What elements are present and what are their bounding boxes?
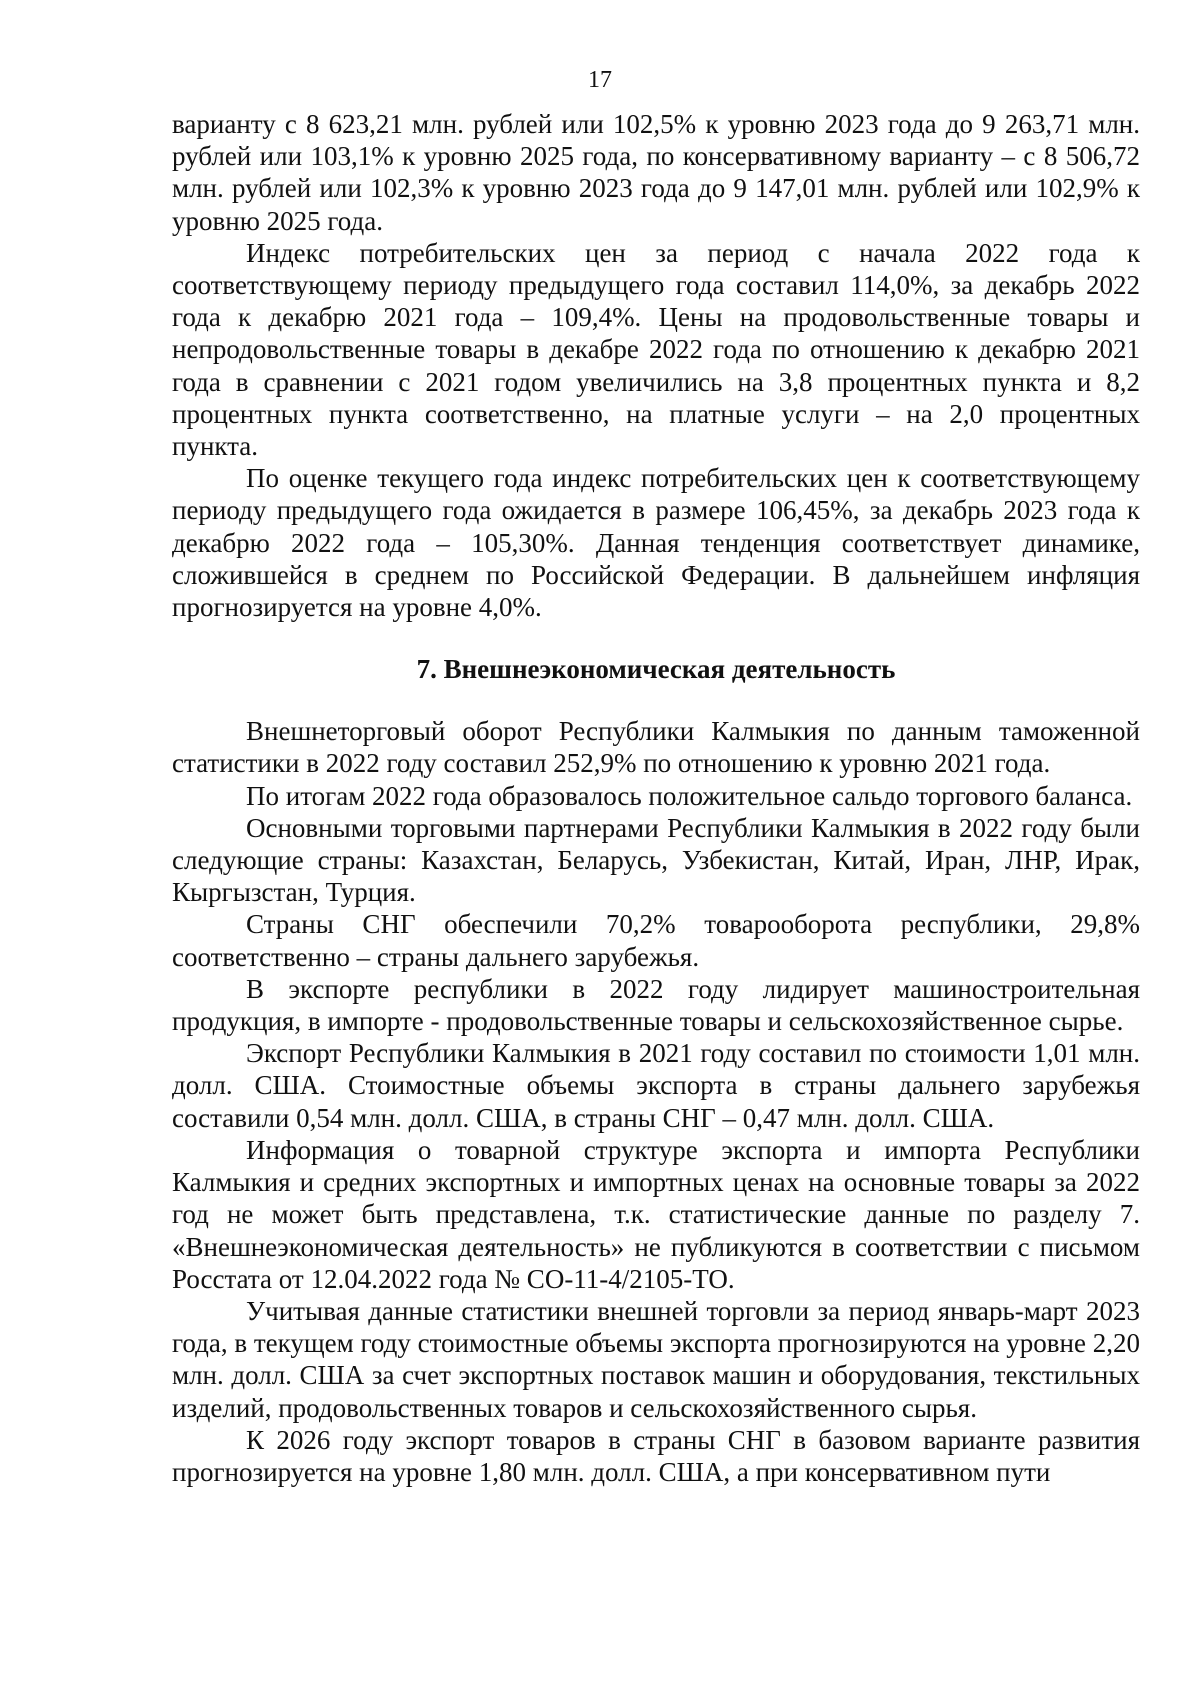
paragraph-trade-turnover: Внешнеторговый оборот Республики Калмыкия по данным таможенной статистики в 2022 году составил 252,9% по отношению к уровню 2021 года. xyxy=(172,716,1140,779)
paragraph-cis-share: Страны СНГ обеспечили 70,2% товарооборота республики, 29,8% соответственно – страны дальнего зарубежья. xyxy=(172,909,1140,972)
paragraph-continuation: варианту с 8 623,21 млн. рублей или 102,5% к уровню 2023 года до 9 263,71 млн. рублей или 103,1% к уровню 2025 года, по консервативному варианту – с 8 506,72 млн. рублей или 102,3% к уровню 2023 года до 9 147,01 млн. рублей или 102,9% к уровню 2025 года. xyxy=(172,109,1140,236)
page-number: 17 xyxy=(588,67,612,93)
document-body xyxy=(172,108,1140,1488)
paragraph-export-2021: Экспорт Республики Калмыкия в 2021 году составил по стоимости 1,01 млн. долл. США. Стоимостные объемы экспорта в страны дальнего зарубежья составили 0,54 млн. долл. США, в страны СНГ – 0,47 млн. долл. США. xyxy=(172,1038,1140,1133)
paragraph-export-forecast-2026: К 2026 году экспорт товаров в страны СНГ в базовом варианте развития прогнозируется на уровне 1,80 млн. долл. США, а при консервативном пути xyxy=(172,1424,1140,1487)
paragraph-cpi-2022: Индекс потребительских цен за период с начала 2022 года к соответствующему периоду предыдущего года составил 114,0%, за декабрь 2022 года к декабрю 2021 года – 109,4%. Цены на продовольственные товары и непродовольственные товары в декабре 2022 года по отношению к декабрю 2021 года в сравнении с 2021 годом увеличились на 3,8 процентных пункта и 8,2 процентных пункта соответственно, на платные услуги – на 2,0 процентных пункта. xyxy=(172,237,1140,462)
paragraph-trade-partners: Основными торговыми партнерами Республики Калмыкия в 2022 году были следующие страны: Казахстан, Беларусь, Узбекистан, Китай, Иран, ЛНР, Ирак, Кыргызстан, Турция. xyxy=(172,812,1140,908)
paragraph-export-forecast-2023: Учитывая данные статистики внешней торговли за период январь-март 2023 года, в текущем году стоимостные объемы экспорта прогнозируются на уровне 2,20 млн. долл. США за счет экспортных поставок машин и оборудования, текстильных изделий, продовольственных товаров и сельскохозяйственного сырья. xyxy=(172,1295,1140,1423)
section-heading: 7. Внешнеэкономическая деятельность xyxy=(416,654,896,685)
paragraph-trade-balance: По итогам 2022 года образовалось положительное сальдо торгового баланса. xyxy=(246,780,1133,811)
paragraph-cpi-forecast: По оценке текущего года индекс потребительских цен к соответствующему периоду предыдущего года ожидается в размере 106,45%, за декабрь 2023 года к декабрю 2022 года – 105,30%. Данная тенденция соответствует динамике, сложившейся в среднем по Российской Федерации. В дальнейшем инфляция прогнозируется на уровне 4,0%. xyxy=(172,463,1140,623)
paragraph-export-structure: В экспорте республики в 2022 году лидирует машиностроительная продукция, в импорте - продовольственные товары и сельскохозяйственное сырье. xyxy=(172,973,1140,1037)
paragraph-statistics-note: Информация о товарной структуре экспорта и импорта Республики Калмыкия и средних экспортных и импортных ценах на основные товары за 2022 год не может быть представлена, т.к. статистические данные по разделу 7. «Внешнеэкономическая деятельность» не публикуются в соответствии с письмом Росстата от 12.04.2022 года № СО-11-4/2105-ТО. xyxy=(172,1134,1140,1294)
